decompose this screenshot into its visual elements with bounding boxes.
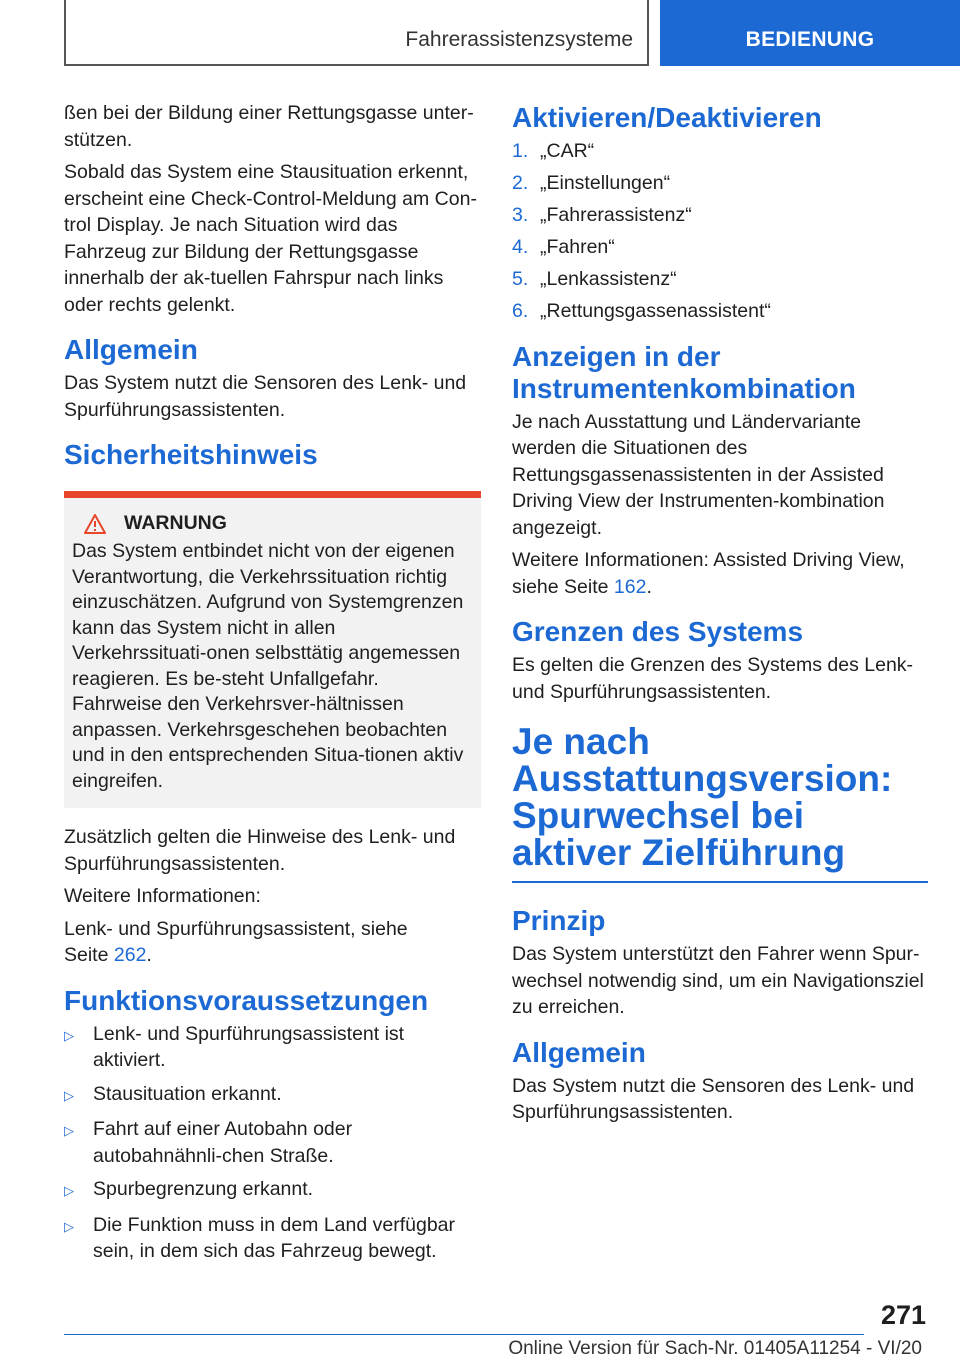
warning-triangle-icon — [84, 514, 106, 534]
main-section-heading: Je nach Ausstattungsversion: Spurwechsel bei aktiver Zielführung — [512, 723, 928, 883]
step-text: „Rettungsgassenassistent“ — [540, 300, 771, 322]
warning-title — [72, 512, 473, 535]
triangle-bullet-icon: ▷ — [64, 1218, 74, 1234]
triangle-bullet-icon: ▷ — [64, 1123, 74, 1138]
list-item — [64, 1116, 481, 1169]
step-number: 5. — [512, 268, 529, 290]
triangle-bullet-icon: ▷ — [64, 1087, 74, 1103]
warning-box — [64, 491, 481, 808]
step-text: „Fahrerassistenz“ — [540, 204, 692, 226]
step-number: 4. — [512, 236, 529, 258]
weitere-reference — [64, 916, 481, 969]
anzeigen-reference — [512, 547, 928, 600]
grenzen-heading: Grenzen des Systems — [512, 616, 804, 647]
intro-paragraph-2: Sobald das System eine Stausituation erkennt, erscheint eine Check-Control-Meldung am Con-trol Display. Je nach Situation wird das Fahrzeug zur Bildung der Rettungsgasse innerhalb der ak-tuellen Fahrspur nach links oder rechts gelenkt. — [64, 161, 477, 316]
allgemein-2-text: Das System nutzt die Sensoren des Lenk- und Spurführungsassistenten. — [512, 1074, 915, 1123]
page-header — [0, 0, 960, 66]
prinzip-heading: Prinzip — [512, 905, 606, 936]
aktivieren-heading: Aktivieren/Deaktivieren — [512, 102, 822, 133]
anzeigen-reference-text: Weitere Informationen: Assisted Driving View, siehe Seite — [512, 549, 905, 598]
sicherheitshinweis-heading: Sicherheitshinweis — [64, 439, 318, 470]
funktion-list — [64, 1021, 481, 1265]
list-item — [64, 1021, 481, 1074]
page-link-262[interactable]: 262 — [113, 944, 147, 966]
step-number: 3. — [512, 204, 529, 226]
section-tab — [660, 0, 960, 66]
right-column — [512, 100, 928, 1132]
footer-divider — [64, 1334, 864, 1335]
footer-online-version: Online Version für Sach-Nr. 01405A11254 - VI/20 — [508, 1338, 922, 1359]
page-number: 271 — [880, 1300, 926, 1330]
list-item-text: Lenk- und Spurführungsassistent ist aktiviert. — [93, 1022, 405, 1071]
grenzen-text: Es gelten die Grenzen des Systems des Lenk- und Spurführungsassistenten. — [512, 654, 914, 703]
warning-label: WARNUNG — [124, 512, 227, 534]
list-item-text: Spurbegrenzung erkannt. — [93, 1178, 314, 1200]
list-item — [64, 1081, 481, 1110]
step-text: „Einstellungen“ — [540, 172, 671, 194]
funktionsvoraussetzungen-heading: Funktionsvoraussetzungen — [64, 984, 429, 1016]
anzeigen-reference-end: . — [646, 575, 652, 598]
left-column — [64, 100, 481, 1272]
page-link-162[interactable]: 162 — [613, 575, 647, 598]
breadcrumb-text: Fahrerassistenzsysteme — [405, 28, 633, 51]
list-item — [64, 1212, 481, 1265]
weitere-reference-text: Lenk- und Spurführungsassistent, siehe — [64, 917, 408, 940]
step-item — [512, 202, 928, 229]
steps-list — [512, 138, 928, 325]
triangle-bullet-icon: ▷ — [64, 1183, 74, 1198]
warning-text: Das System entbindet nicht von der eigenen Verantwortung, die Verkehrssituation richtig einzuschätzen. Aufgrund von Systemgrenzen kann das System nicht in allen Verkehrssituati-onen selbsttätig angemessen reagieren. Es be-steht Unfallgefahr. Fahrweise den Verkehrsver-hältnissen anpassen. Verkehrsgeschehen beobachten und in den entsprechenden Situa-tionen aktiv eingreifen. — [72, 540, 464, 792]
step-text: „CAR“ — [540, 140, 595, 162]
prinzip-text: Das System unterstützt den Fahrer wenn Spur-wechsel notwendig sind, um ein Navigationsziel zu erreichen. — [512, 943, 924, 1018]
step-item — [512, 138, 928, 165]
intro-paragraph-1: ßen bei der Bildung einer Rettungsgasse unter-stützen. — [64, 102, 474, 151]
step-item — [512, 266, 928, 293]
breadcrumb — [64, 0, 649, 66]
allgemein-2-heading: Allgemein — [512, 1036, 646, 1068]
list-item-text: Die Funktion muss in dem Land verfügbar sein, in dem sich das Fahrzeug bewegt. — [93, 1213, 456, 1262]
step-item — [512, 234, 928, 261]
allgemein-heading: Allgemein — [64, 334, 198, 365]
list-item-text: Stausituation erkannt. — [93, 1082, 282, 1105]
step-text: „Fahren“ — [540, 236, 615, 258]
weitere-label: Weitere Informationen: — [64, 885, 261, 907]
hinweis-text: Zusätzlich gelten die Hinweise des Lenk- und Spurführungsassistenten. — [64, 826, 456, 875]
step-number: 6. — [512, 300, 529, 322]
weitere-reference-end: . — [146, 944, 152, 966]
anzeigen-heading: Anzeigen in der Instrumentenkombination — [512, 340, 856, 404]
step-number: 2. — [512, 172, 529, 194]
step-item — [512, 298, 928, 325]
list-item-text: Fahrt auf einer Autobahn oder autobahnähnli-chen Straße. — [93, 1118, 353, 1167]
section-tab-label: BEDIENUNG — [745, 28, 875, 51]
triangle-bullet-icon: ▷ — [64, 1027, 74, 1043]
anzeigen-text: Je nach Ausstattung und Ländervariante werden die Situationen des Rettungsgassenassistenten in der Assisted Driving View der Instrumenten-kombination angezeigt. — [512, 410, 885, 539]
allgemein-text: Das System nutzt die Sensoren des Lenk- und Spurführungsassistenten. — [64, 372, 467, 421]
step-number: 1. — [512, 140, 529, 162]
list-item — [64, 1176, 481, 1205]
weitere-reference-seite: Seite — [64, 944, 114, 966]
step-text: „Lenkassistenz“ — [540, 268, 677, 290]
step-item — [512, 170, 928, 197]
